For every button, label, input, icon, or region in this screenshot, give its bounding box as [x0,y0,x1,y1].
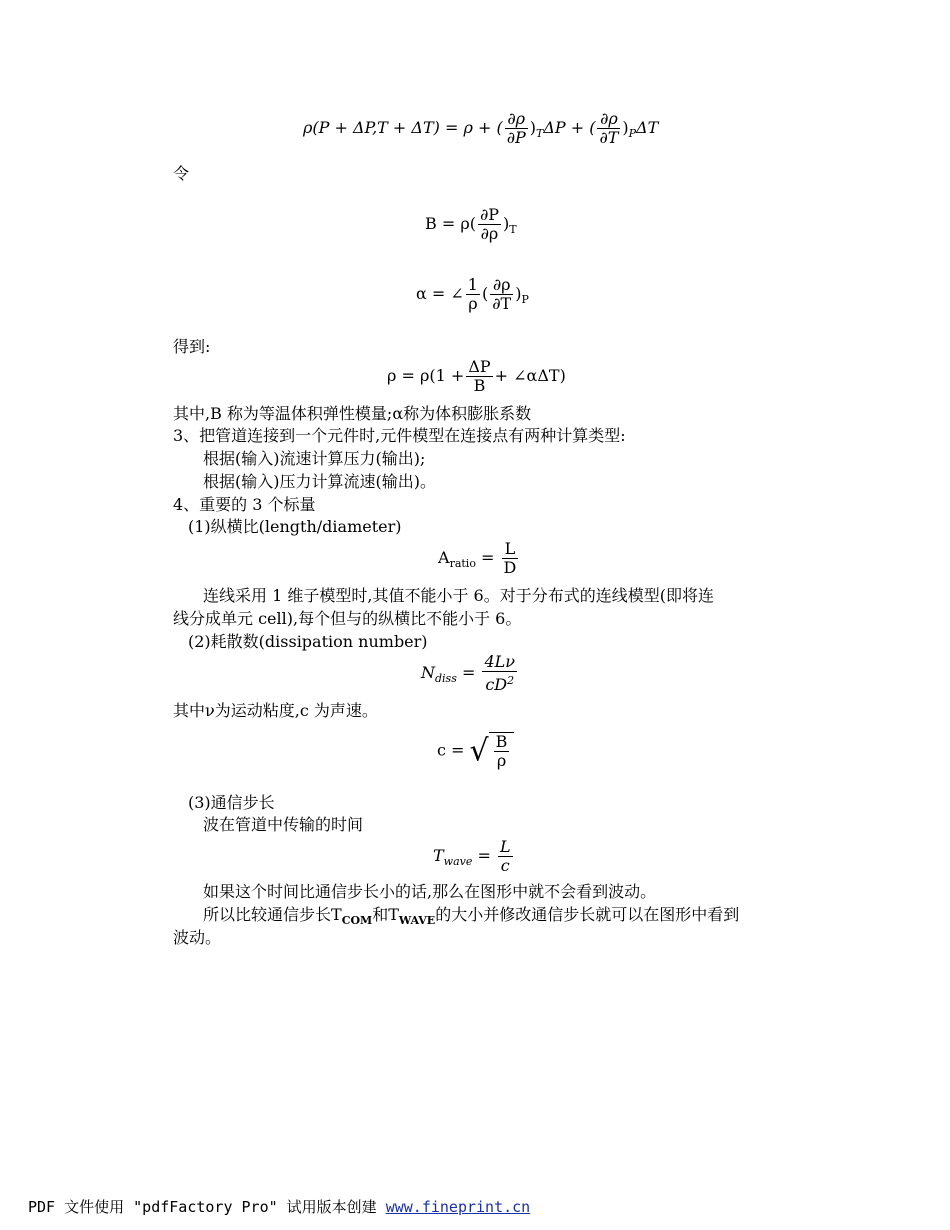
pdf-footer: PDF 文件使用 "pdfFactory Pro" 试用版本创建 www.fineprint.cn [28,1198,531,1216]
equation-density-result: ρ = ρ(1 + $\frac{\Delta P}{B}$ + ∠αΔT) [387,357,566,395]
text-dedao: 得到: [173,337,211,356]
equation-sound-speed: c = √ $\frac{B}{\rho}$ [437,732,514,770]
fineprint-link[interactable]: www.fineprint.cn [385,1198,531,1216]
paragraph-line: 波动。 [173,928,222,947]
subsection-heading: (2)耗散数(dissipation number) [188,632,428,651]
equation-expansion-coefficient: α = ∠ $\frac{1}{\rho}$ ( $\frac{\partial\rho}{\partial T}$ )$_P$ [416,275,529,313]
equation-aspect-ratio: $A_{ratio}$ = $\frac{L}{D}$ [438,539,517,577]
equation-density-expansion: ρ(P + ΔP,T + ΔT) = ρ + ( $\frac{\partial\rho}{\partial P}$ )$_T\Delta P$ + ( $\frac{\partial\rho}{\partial T}$ )$_P\Delta T$ [303,109,659,147]
paragraph-line: 线分成单元 cell),每个但与的纵横比不能小于 6。 [173,609,522,628]
equation-dissipation-number: $N_{diss}$ = $\frac{4L\nu}{cD^2}$ [421,652,515,694]
paragraph-line: 根据(输入)压力计算流速(输出)。 [203,472,436,491]
paragraph-line: 3、把管道连接到一个元件时,元件模型在连接点有两种计算类型: [173,426,626,445]
paragraph-line: 所以比较通信步长$T_{COM}$和$T_{WAVE}$的大小并修改通信步长就可以在图形中看到 [203,905,740,927]
paragraph-line: 其中ν为运动粘度,c 为声速。 [173,701,378,720]
paragraph-line: 波在管道中传输的时间 [203,815,364,834]
paragraph-line: 根据(输入)流速计算压力(输出); [203,449,426,468]
paragraph-line: 连线采用 1 维子模型时,其值不能小于 6。对于分布式的连线模型(即将连 [203,586,714,605]
paragraph-line: 如果这个时间比通信步长小的话,那么在图形中就不会看到波动。 [203,882,657,901]
equation-wave-time: $T_{wave}$ = $\frac{L}{c}$ [433,837,511,875]
paragraph-line: 其中,B 称为等温体积弹性模量;α称为体积膨胀系数 [173,404,532,423]
subsection-heading: (3)通信步长 [188,793,275,812]
equation-bulk-modulus: B = ρ( $\frac{\partial P}{\partial\rho}$ )$_T$ [425,205,517,243]
section-heading: 4、重要的 3 个标量 [173,495,316,514]
subsection-heading: (1)纵横比(length/diameter) [188,517,402,536]
text-ling: 令 [173,164,190,183]
